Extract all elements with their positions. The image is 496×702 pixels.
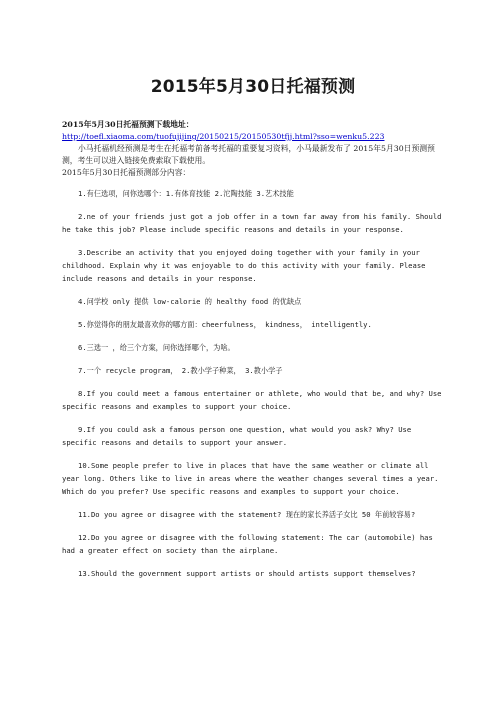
question-item: 5.你觉得你的朋友最喜欢你的哪方面：cheerfulness， kindness， intelligently.: [78, 320, 372, 329]
question-item: 11.Do you agree or disagree with the statement? 现在的家长养活子女比 50 年前较容易?: [78, 510, 416, 519]
document-meta: [62, 119, 444, 179]
page-title: 2015年5月30日托福预测: [150, 77, 356, 97]
download-heading: 2015年5月30日托福预测下载地址：: [62, 120, 194, 129]
question-item: 9.If you could ask a famous person one question, what would you ask? Why? Use specific reasons and details to support your answer.: [62, 425, 412, 447]
download-link-line: [62, 131, 444, 143]
question-item: 7.一个 recycle program， 2.教小学子种菜， 3.教小学子: [78, 366, 283, 375]
question-item: 3.Describe an activity that you enjoyed doing together with your family in your childhood. Explain why it was enjoyable to do this activity with your family. Please include reasons and details in your response.: [62, 248, 426, 283]
question-item: 2.ne of your friends just got a job offer in a town far away from his family. Should he take this job? Please include specific reasons and details in your response.: [62, 212, 442, 234]
question-item: 1.有仨选项，问你选哪个：1.有体育技能 2.沱陶技能 3.艺术技能: [78, 189, 294, 198]
question-item: 4.问学校 only 提供 low-calorie 的 healthy food 的优缺点: [78, 297, 302, 306]
question-list: [62, 187, 444, 580]
question-item: 10.Some people prefer to live in places that have the same weather or climate all year long. Others like to live in areas where the weather changes several times a year. Which do you prefer? Use specific reasons and examples to support your choice.: [62, 461, 439, 496]
question-item: 13.Should the government support artists or should artists support themselves?: [78, 569, 416, 578]
section-label: 2015年5月30日托福预测部分内容：: [62, 168, 191, 177]
download-link[interactable]: http://toefl.xiaoma.com/tuofujijing/20150215/20150530tfjj.html?sso=wenku5.223: [62, 132, 385, 141]
question-item: 6.三选一 ，给三个方案，问你选择哪个，为啥。: [78, 343, 235, 352]
question-item: 12.Do you agree or disagree with the following statement: The car (automobile) has had a greater effect on society than the airplane.: [62, 533, 433, 555]
intro-paragraph: 小马托福机经预测是考生在托福考前备考托福的重要复习资料，小马最新发布了 2015年5月30日预测预测，考生可以进入链接免费索取下载使用。: [62, 144, 435, 165]
question-item: 8.If you could meet a famous entertainer or athlete, who would that be, and why? Use specific reasons and examples to support your choice.: [62, 389, 442, 411]
